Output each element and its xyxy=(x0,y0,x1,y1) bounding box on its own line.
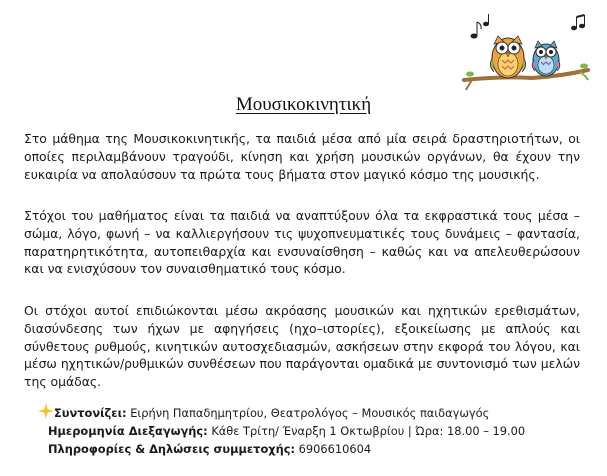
schedule-value: Κάθε Τρίτη/ Έναρξη 1 Οκτωβρίου | Ώρα: 18.00 – 19.00 xyxy=(211,424,526,438)
goals-paragraph: Στόχοι του μαθήματος είναι τα παιδιά να αναπτύξουν όλα τα εκφραστικά τους μέσα – σώμα, λόγο, φωνή – να καλλιεργήσουν τις ψυχοπνευματικές τους δυνάμεις – φαντασία, παρατηρητικότητα, αυτοπειθαρχία και ενσυναίσθηση – καθώς και να απελευθερώσουν και να ενισχύσουν τον συναισθηματικό τους κόσμο. xyxy=(24,208,580,277)
contact-line xyxy=(48,441,371,459)
music-notes-icon xyxy=(471,14,585,38)
methods-paragraph: Οι στόχοι αυτοί επιδιώκονται μέσω ακρόασης μουσικών και ηχητικών ερεθισμάτων, διασύνδεσης των ήχων με αφηγήσεις (ηχο–ιστορίες), εξοικείωσης με απλούς και σύνθετους ρυθμούς, κινητικών αυτοσχεδιασμών, ασκήσεων στην εκφορά του λόγου, και μέσω ηχητικών/ρυθμικών συνθέσεων που παράγονται ομαδικά με συντονισμό των μελών της ομάδας. xyxy=(24,303,580,390)
contact-phone: 6906610604 xyxy=(298,442,372,456)
intro-paragraph: Στο μάθημα της Μουσικοκινητικής, τα παιδιά μέσα από μία σειρά δραστηριοτήτων, οι οποίες περιλαμβάνουν τραγούδι, κίνηση και χρήση μουσικών οργάνων, θα έχουν την ευκαιρία να απολαύσουν τα πρώτα τους βήματα στον μαγικό κόσμο της μουσικής. xyxy=(24,131,580,182)
coordinator-value: Ειρήνη Παπαδημητρίου, Θεατρολόγος – Μουσικός παιδαγωγός xyxy=(130,406,490,420)
page-title: Μουσικοκινητική xyxy=(235,94,372,115)
coordinator-line xyxy=(42,405,489,423)
schedule-line xyxy=(48,423,525,441)
schedule-label: Ημερομηνία Διεξαγωγής: xyxy=(48,424,208,438)
contact-label: Πληροφορίες & Δηλώσεις συμμετοχής: xyxy=(48,442,296,456)
owls-on-branch-icon xyxy=(462,14,590,96)
coordinator-label: Συντονίζει: xyxy=(54,406,127,420)
